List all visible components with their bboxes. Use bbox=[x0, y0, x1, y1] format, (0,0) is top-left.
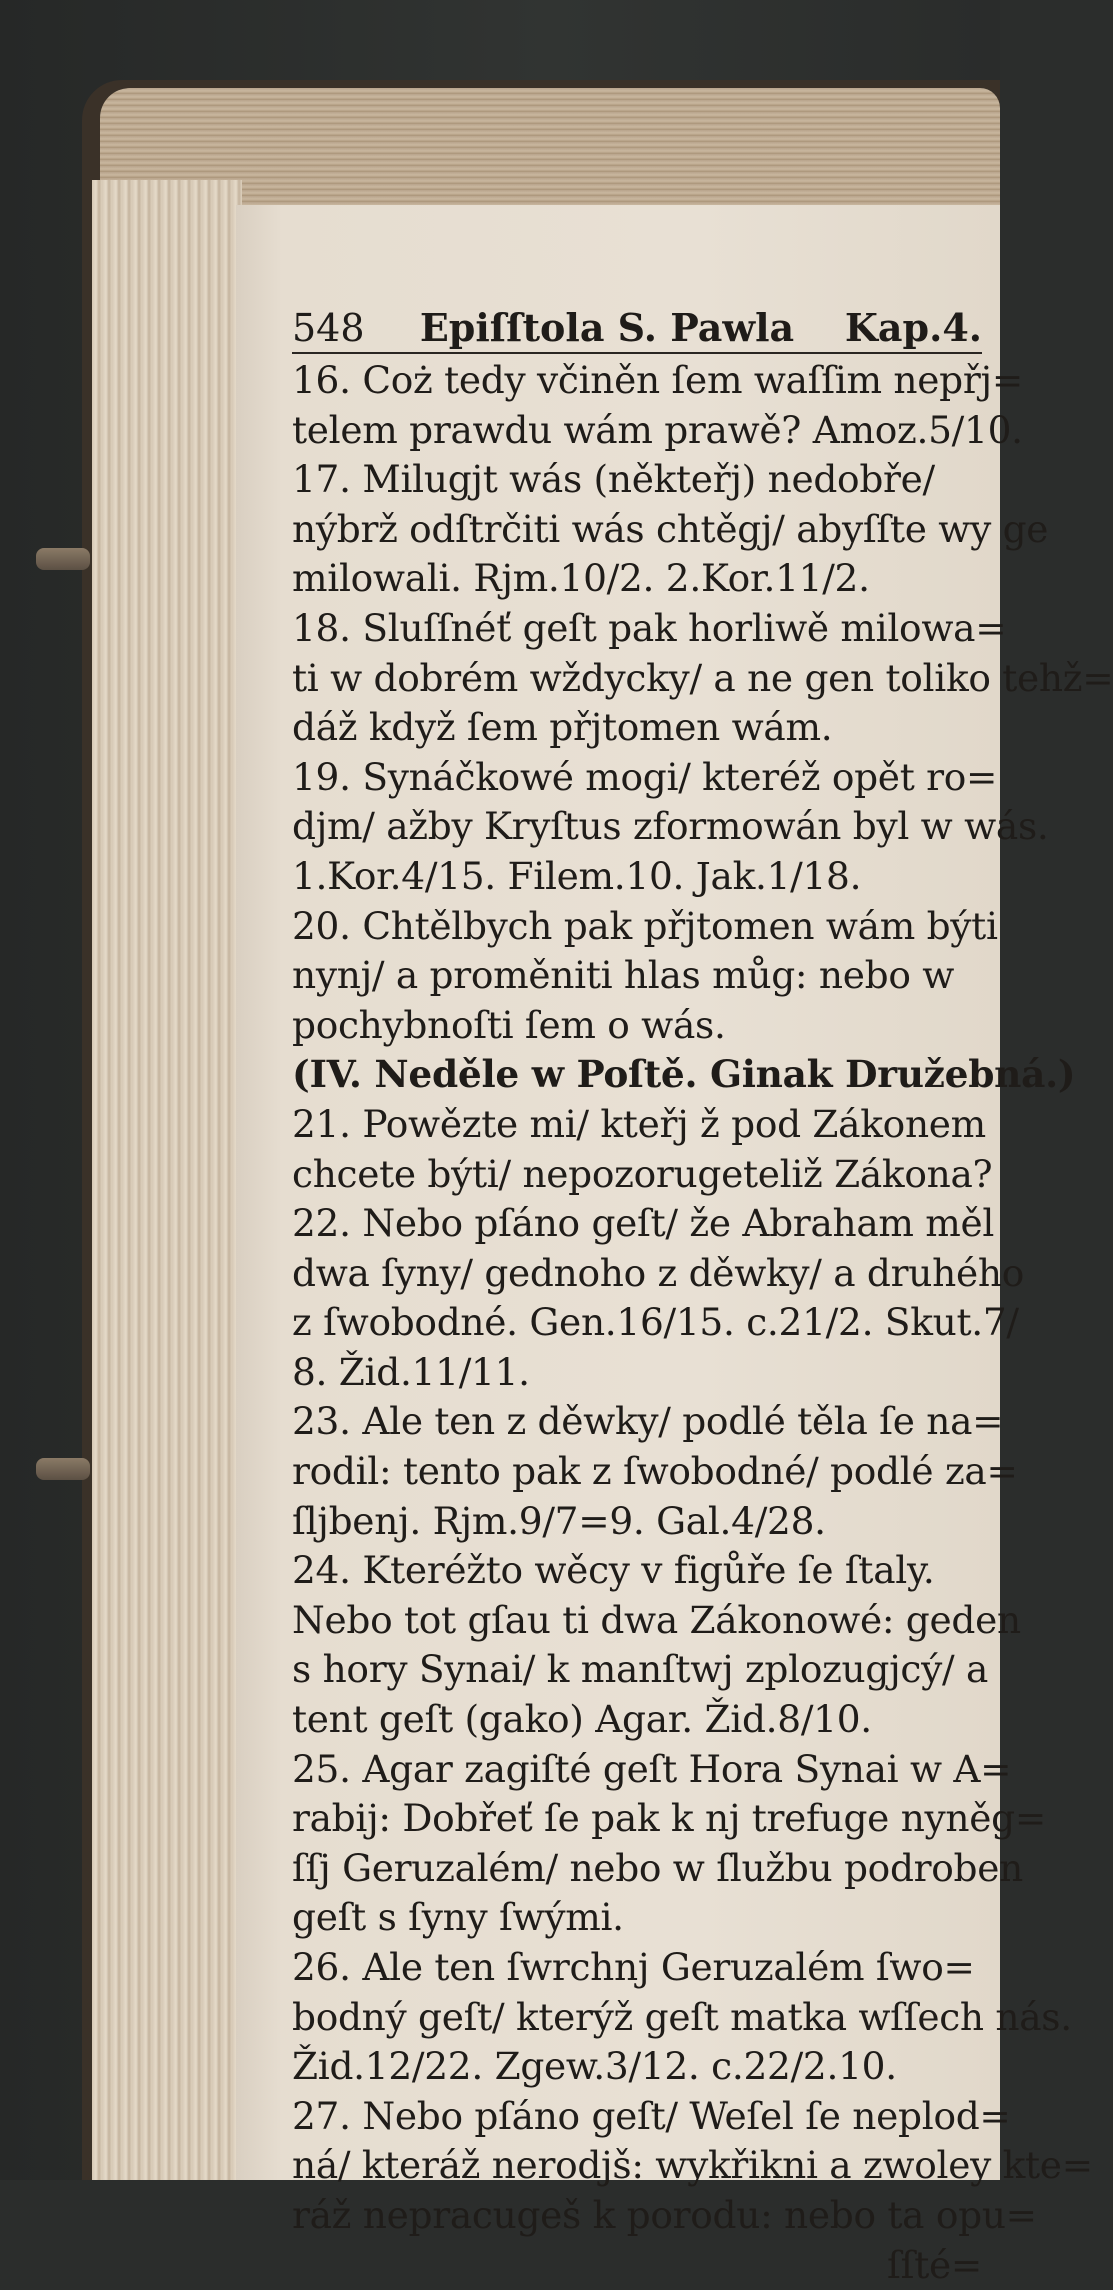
text-line: bodný geſt/ kterýž geſt matka wſſech nás. bbox=[292, 1994, 1072, 2039]
page-edges-left bbox=[92, 180, 242, 2180]
text-line: tent geſt (gako) Agar. Žid.8/10. bbox=[292, 1697, 872, 1742]
text-line: 20. Chtělbych pak přjtomen wám býti bbox=[292, 903, 998, 948]
text-line: geſt s ſyny ſwými. bbox=[292, 1895, 624, 1940]
text-line: 17. Milugjt wás (někteřj) nedobře/ bbox=[292, 457, 935, 502]
text-line: telem prawdu wám prawě? Amoz.5/10. bbox=[292, 407, 1023, 452]
text-line: ſſj Geruzalém/ nebo w ſlužbu podroben bbox=[292, 1845, 1024, 1890]
text-line: 1.Kor.4/15. Filem.10. Jak.1/18. bbox=[292, 853, 862, 898]
text-line: ſljbenj. Rjm.9/7=9. Gal.4/28. bbox=[292, 1498, 826, 1543]
text-line: 21. Powězte mi/ kteřj ž pod Zákonem bbox=[292, 1101, 986, 1146]
text-line: ti w dobrém wždycky/ a ne gen toliko tehž= bbox=[292, 655, 1113, 700]
text-lines bbox=[292, 356, 1113, 2290]
text-line: djm/ ažby Kryſtus zformowán byl w wás. bbox=[292, 804, 1049, 849]
text-line: dwa ſyny/ gednoho z děwky/ a druhého bbox=[292, 1250, 1024, 1295]
chapter-label: Kap.4. bbox=[844, 305, 982, 350]
text-line: 16. Coż tedy včiněn ſem waſſim nepřj= bbox=[292, 358, 1023, 402]
text-line: 18. Sluſſnéť geſt pak horliwě milowa= bbox=[292, 605, 1007, 650]
clasp-upper bbox=[36, 548, 90, 570]
text-line: ná/ kteráž nerodjš: wykřikni a zwoley kte= bbox=[292, 2143, 1093, 2188]
text-line: pochybnoſti ſem o wás. bbox=[292, 1002, 726, 1047]
page-number: 548 bbox=[292, 306, 365, 350]
text-line: 8. Žid.11/11. bbox=[292, 1349, 530, 1394]
text-line: dáž když ſem přjtomen wám. bbox=[292, 705, 833, 750]
text-line: ráž nepracugeš k porodu: nebo ta opu= bbox=[292, 2192, 1037, 2237]
text-line: milowali. Rjm.10/2. 2.Kor.11/2. bbox=[292, 556, 870, 601]
text-line: 22. Nebo pſáno geſt/ že Abraham měl bbox=[292, 1201, 995, 1246]
text-line: 24. Kteréžto wěcy v figůře ſe ſtaly. bbox=[292, 1548, 935, 1593]
text-line: 23. Ale ten z děwky/ podlé těla ſe na= bbox=[292, 1399, 1004, 1444]
running-title: Epiſſtola S. Pawla bbox=[419, 305, 795, 350]
text-line: nýbrž odſtrčiti wás chtěgj/ abyſſte wy ge bbox=[292, 506, 1049, 551]
text-line: 27. Nebo pſáno geſt/ Weſel ſe neplod= bbox=[292, 2093, 1011, 2138]
text-line: 25. Agar zagiſté geſt Hora Synai w A= bbox=[292, 1746, 1012, 1791]
text-line: z ſwobodné. Gen.16/15. c.21/2. Skut.7/ bbox=[292, 1300, 1019, 1345]
running-head bbox=[292, 298, 982, 354]
text-line: rodil: tento pak z ſwobodné/ podlé za= bbox=[292, 1449, 1018, 1494]
text-line: s hory Synai/ k manſtwj zplozugjcý/ a bbox=[292, 1647, 989, 1692]
section-heading: (IV. Neděle w Poſtě. Ginak Družebná.) bbox=[292, 1052, 1076, 1097]
text-line: chcete býti/ nepozorugeteliž Zákona? bbox=[292, 1151, 993, 1196]
text-line: Nebo tot gſau ti dwa Zákonowé: geden bbox=[292, 1597, 1021, 1642]
text-line: rabij: Dobřeť ſe pak k nj trefuge nyněg= bbox=[292, 1796, 1047, 1841]
text-line: Žid.12/22. Zgew.3/12. c.22/2.10. bbox=[292, 2044, 897, 2089]
catchword: ſſté= bbox=[887, 2242, 982, 2287]
text-line: nynj/ a proměniti hlas můg: nebo w bbox=[292, 953, 955, 998]
text-line: 19. Synáčkowé mogi/ kteréž opět ro= bbox=[292, 754, 998, 799]
text-block bbox=[292, 298, 1113, 2290]
clasp-lower bbox=[36, 1458, 90, 1480]
text-line: 26. Ale ten ſwrchnj Geruzalém ſwo= bbox=[292, 1945, 975, 1989]
